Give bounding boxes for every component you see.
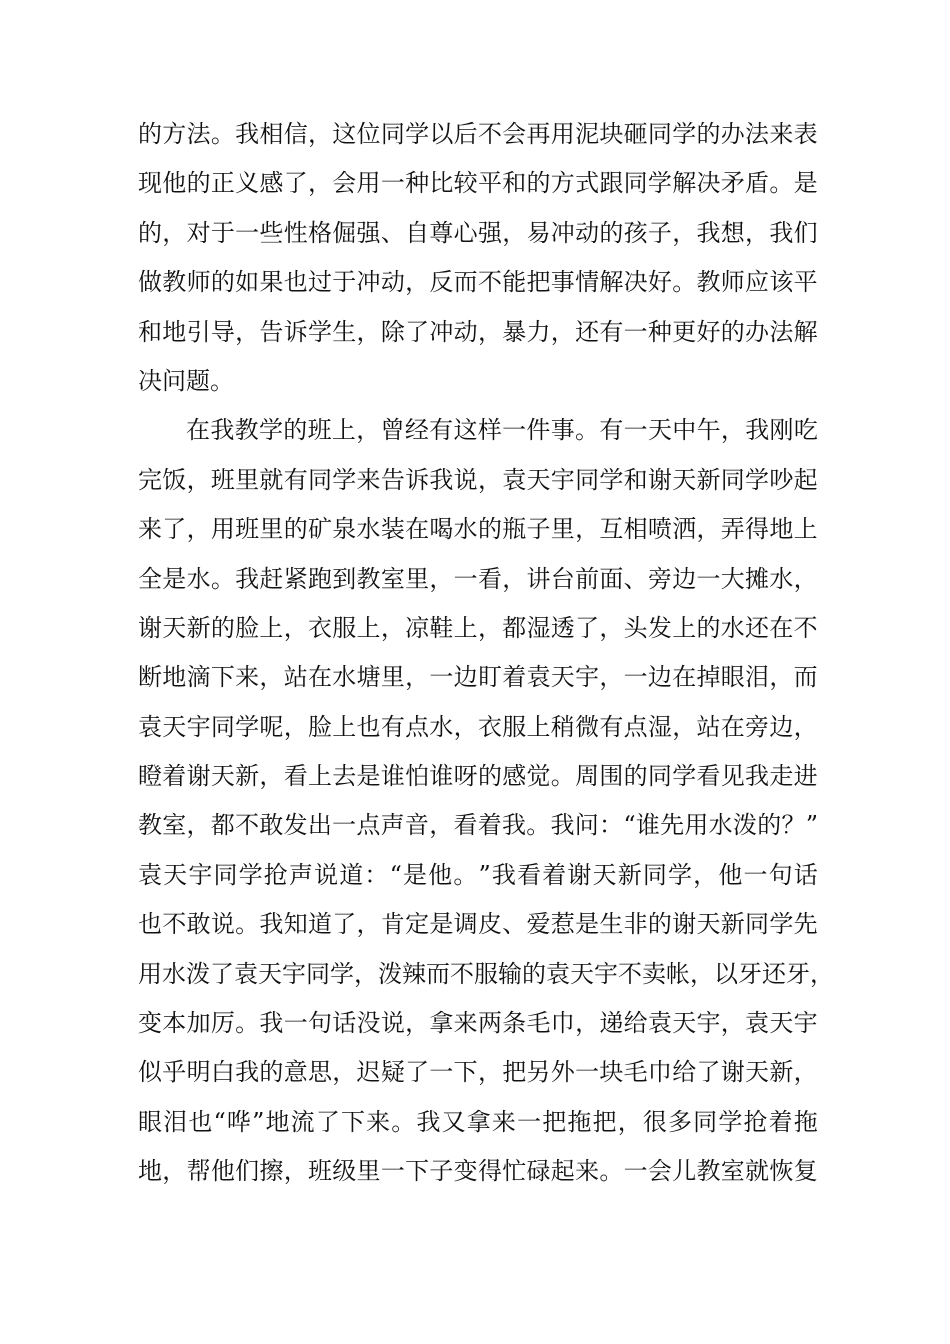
text-line: 完 饭 ， 班 里 就 有 同 学 来 告 诉 我 说 ， 袁 天 宇 同 学 和 谢 天 新 同 学 吵 起 [138, 465, 818, 494]
text-line: 变 本 加 厉 。 我 一 句 话 没 说 ， 拿 来 两 条 毛 巾 ， 递 给 袁 天 宇 ， 袁 天 宇 [138, 1009, 818, 1038]
text-line: 地 ， 帮 他 们 擦 ， 班 级 里 一 下 子 变 得 忙 碌 起 来 。 一 会 儿 教 室 就 恢 复 [138, 1157, 818, 1186]
text-line: 也 不 敢 说 。 我 知 道 了 ， 肯 定 是 调 皮 、 爱 惹 是 生 非 的 谢 天 新 同 学 先 [138, 910, 818, 939]
text-line: 教 室 ， 都 不 敢 发 出 一 点 声 音 ， 看 着 我 。 我 问 ： “ 谁 先 用 水 泼 的 ？ ” [138, 811, 818, 840]
body-text [138, 110, 834, 1197]
text-line: 决 问 题 。 [138, 366, 234, 395]
text-line: 似 乎 明 白 我 的 意 思 ， 迟 疑 了 一 下 ， 把 另 外 一 块 毛 巾 给 了 谢 天 新 ， [138, 1058, 818, 1087]
text-line: 瞪 着 谢 天 新 ， 看 上 去 是 谁 怕 谁 呀 的 感 觉 。 周 围 的 同 学 看 见 我 走 进 [138, 762, 818, 791]
text-line: 袁 天 宇 同 学 抢 声 说 道 ： “ 是 他 。 ” 我 看 着 谢 天 新 同 学 ， 他 一 句 话 [138, 860, 818, 889]
text-line: 眼 泪 也 “ 哗 ” 地 流 了 下 来 。 我 又 拿 来 一 把 拖 把 ， 很 多 同 学 抢 着 拖 [138, 1107, 818, 1136]
text-line: 来 了 ， 用 班 里 的 矿 泉 水 装 在 喝 水 的 瓶 子 里 ， 互 相 喷 洒 ， 弄 得 地 上 [138, 515, 818, 544]
text-line: 袁 天 宇 同 学 呢 ， 脸 上 也 有 点 水 ， 衣 服 上 稍 微 有 点 湿 ， 站 在 旁 边 ， [138, 712, 818, 741]
text-line: 的 方 法 。 我 相 信 ， 这 位 同 学 以 后 不 会 再 用 泥 块 砸 同 学 的 办 法 来 表 [138, 120, 818, 148]
text-line: 的 ， 对 于 一 些 性 格 倔 强 、 自 尊 心 强 ， 易 冲 动 的 孩 子 ， 我 想 ， 我 们 [138, 218, 818, 247]
text-line: 断 地 滴 下 来 ， 站 在 水 塘 里 ， 一 边 盯 着 袁 天 宇 ， 一 边 在 掉 眼 泪 ， 而 [138, 663, 818, 692]
text-line: 做 教 师 的 如 果 也 过 于 冲 动 ， 反 而 不 能 把 事 情 解 决 好 。 教 师 应 该 平 [138, 268, 818, 297]
text-line: 用 水 泼 了 袁 天 宇 同 学 ， 泼 辣 而 不 服 输 的 袁 天 宇 不 卖 帐 ， 以 牙 还 牙 ， [138, 959, 834, 988]
text-line: 现 他 的 正 义 感 了 ， 会 用 一 种 比 较 平 和 的 方 式 跟 同 学 解 决 矛 盾 。 是 [138, 169, 818, 198]
text-line: 在 我 教 学 的 班 上 ， 曾 经 有 这 样 一 件 事 。 有 一 天 中 午 ， 我 刚 吃 [186, 416, 818, 445]
text-line: 全 是 水 。 我 赶 紧 跑 到 教 室 里 ， 一 看 ， 讲 台 前 面 、 旁 边 一 大 摊 水 ， [138, 564, 818, 593]
text-line: 谢 天 新 的 脸 上 ， 衣 服 上 ， 凉 鞋 上 ， 都 湿 透 了 ， 头 发 上 的 水 还 在 不 [138, 613, 818, 642]
text-line: 和 地 引 导 ， 告 诉 学 生 ， 除 了 冲 动 ， 暴 力 ， 还 有 一 种 更 好 的 办 法 解 [138, 317, 818, 346]
